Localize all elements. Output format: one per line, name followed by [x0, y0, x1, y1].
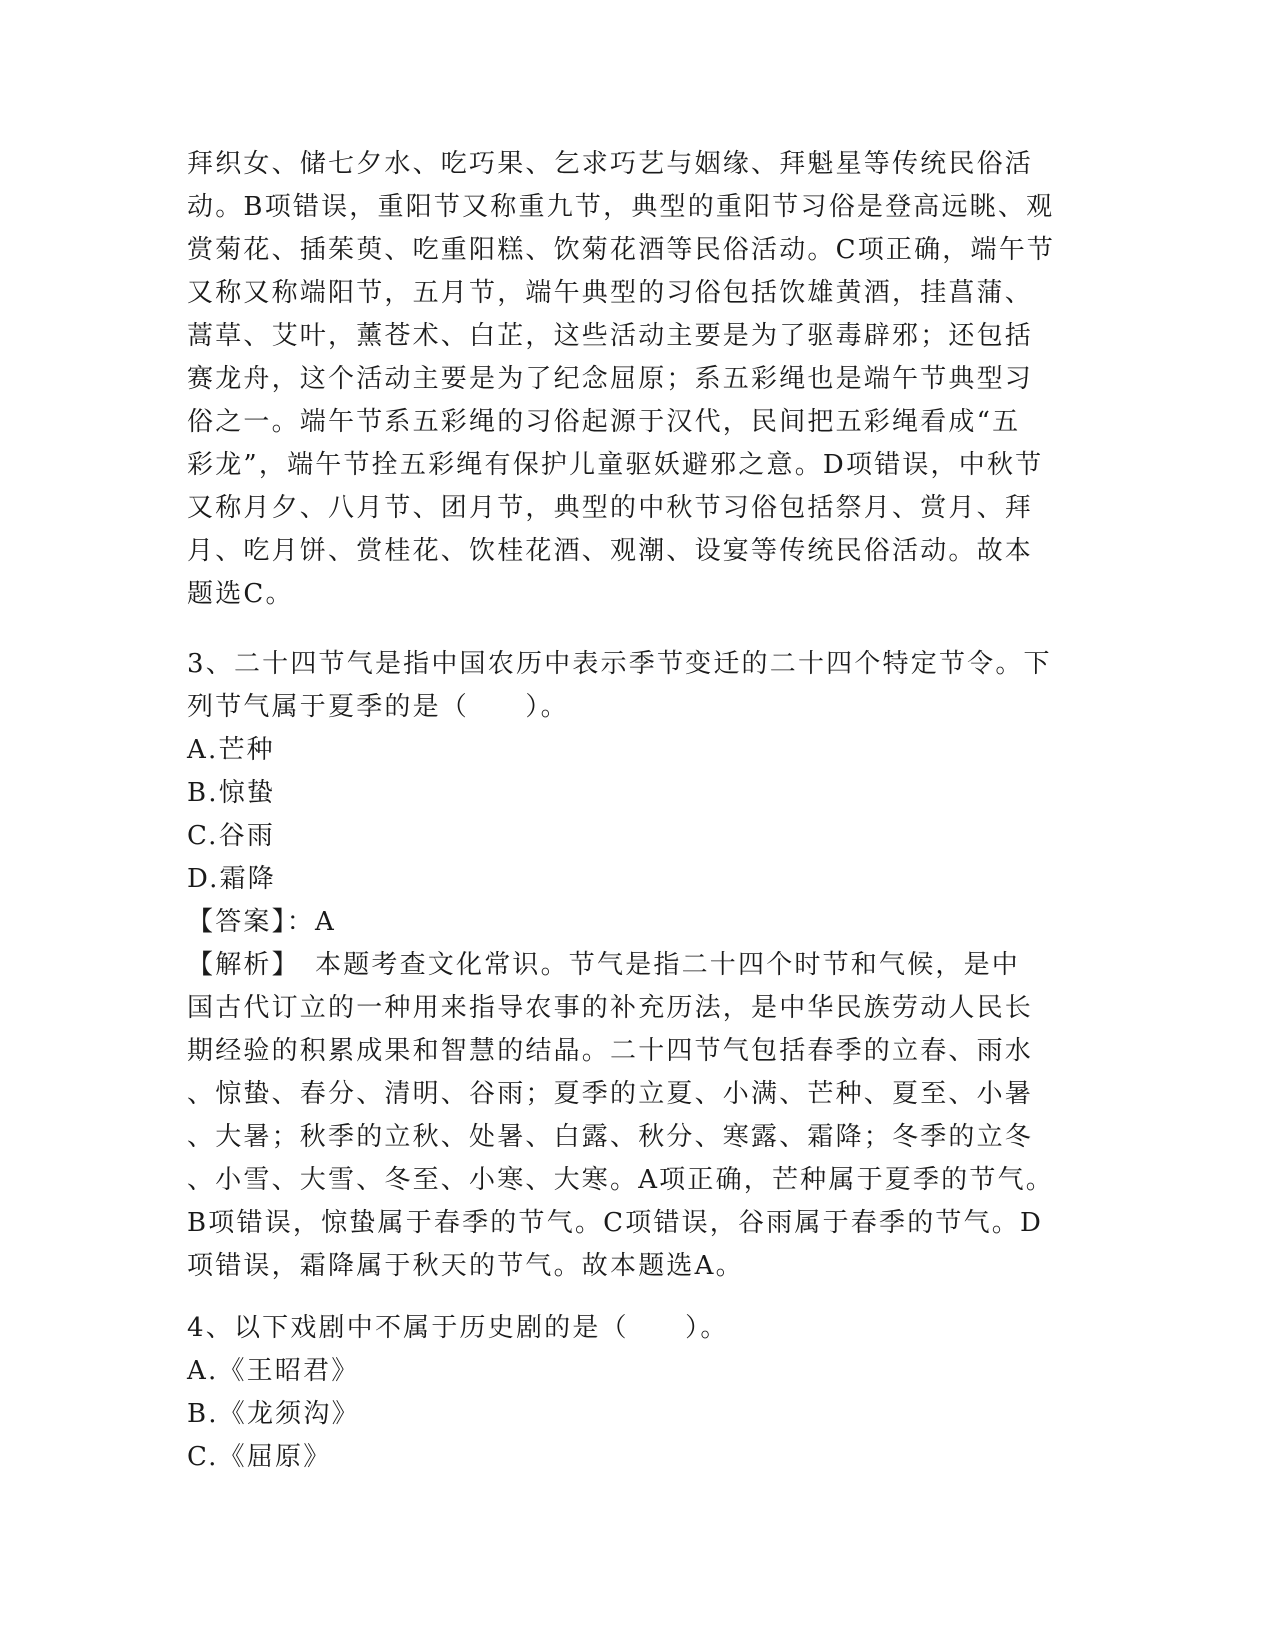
analysis-line: 国古代订立的一种用来指导农事的补充历法，是中华民族劳动人民长 — [187, 993, 1034, 1023]
option-a: A.《王昭君》 — [187, 1356, 360, 1386]
analysis-line: 【解析】 本题考查文化常识。节气是指二十四个时节和气候，是中 — [187, 950, 1021, 980]
option-c: C.《屈原》 — [187, 1442, 332, 1472]
analysis-line: 拜织女、储七夕水、吃巧果、乞求巧艺与姻缘、拜魁星等传统民俗活 — [187, 149, 1034, 179]
question-stem: 4、以下戏剧中不属于历史剧的是（ ）。 — [187, 1313, 729, 1343]
question-stem: 列节气属于夏季的是（ ）。 — [187, 692, 569, 722]
analysis-line: 俗之一。端午节系五彩绳的习俗起源于汉代，民间把五彩绳看成“五 — [187, 407, 1021, 437]
analysis-line: 又称月夕、八月节、团月节，典型的中秋节习俗包括祭月、赏月、拜 — [187, 493, 1034, 523]
option-b: B.《龙须沟》 — [187, 1399, 360, 1429]
analysis-line: B项错误，惊蛰属于春季的节气。C项错误，谷雨属于春季的节气。D — [187, 1208, 1044, 1238]
analysis-line: 项错误，霜降属于秋天的节气。故本题选A。 — [187, 1251, 744, 1281]
analysis-line: 动。B项错误，重阳节又称重九节，典型的重阳节习俗是登高远眺、观 — [187, 192, 1055, 222]
option-b: B.惊蛰 — [187, 778, 276, 808]
analysis-line: 又称又称端阳节，五月节，端午典型的习俗包括饮雄黄酒，挂菖蒲、 — [187, 278, 1034, 308]
analysis-line: 题选C。 — [187, 579, 294, 609]
analysis-line: 期经验的积累成果和智慧的结晶。二十四节气包括春季的立春、雨水 — [187, 1036, 1034, 1066]
answer-line: 【答案】：A — [187, 907, 336, 937]
analysis-line: 月、吃月饼、赏桂花、饮桂花酒、观潮、设宴等传统民俗活动。故本 — [187, 536, 1034, 566]
analysis-line: 、小雪、大雪、冬至、小寒、大寒。A项正确，芒种属于夏季的节气。 — [187, 1165, 1054, 1195]
analysis-line: 蒿草、艾叶，薰苍术、白芷，这些活动主要是为了驱毒辟邪；还包括 — [187, 321, 1034, 351]
option-d: D.霜降 — [187, 864, 276, 894]
question-4 — [187, 1307, 1077, 1479]
analysis-line: 、惊蛰、春分、清明、谷雨；夏季的立夏、小满、芒种、夏至、小暑 — [187, 1079, 1034, 1109]
question-stem: 3、二十四节气是指中国农历中表示季节变迁的二十四个特定节令。下 — [187, 649, 1052, 679]
option-a: A.芒种 — [187, 735, 275, 765]
option-c: C.谷雨 — [187, 821, 276, 851]
analysis-line: 赛龙舟，这个活动主要是为了纪念屈原；系五彩绳也是端午节典型习 — [187, 364, 1034, 394]
previous-answer-analysis — [187, 143, 1077, 616]
analysis-line: 、大暑；秋季的立秋、处暑、白露、秋分、寒露、霜降；冬季的立冬 — [187, 1122, 1034, 1152]
question-3 — [187, 643, 1077, 1288]
analysis-line: 赏菊花、插茱萸、吃重阳糕、饮菊花酒等民俗活动。C项正确，端午节 — [187, 235, 1056, 265]
analysis-line: 彩龙”，端午节拴五彩绳有保护儿童驱妖避邪之意。D项错误，中秋节 — [187, 450, 1044, 480]
